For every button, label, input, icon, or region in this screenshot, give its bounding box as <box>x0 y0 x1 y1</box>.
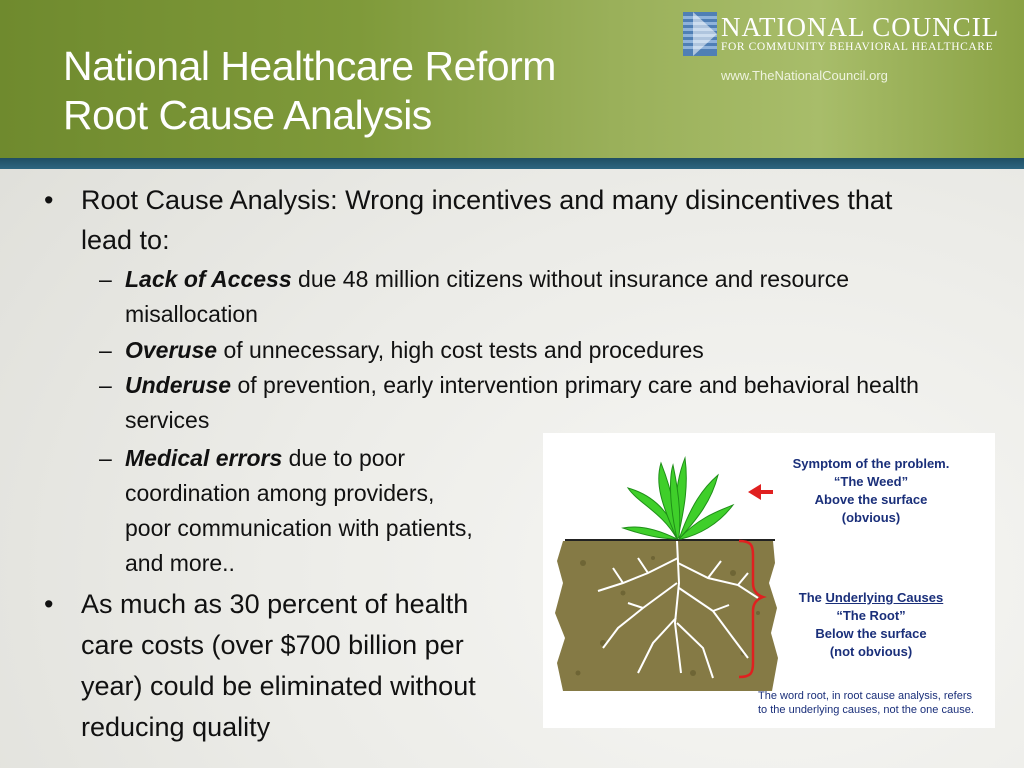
cause-underlined: Underlying Causes <box>825 590 944 605</box>
emphasis-term: Medical errors <box>125 445 283 471</box>
red-arrow <box>748 484 773 500</box>
symptom-label <box>771 455 971 527</box>
bullet-text: year) could be eliminated without <box>81 671 476 701</box>
symptom-weed: “The Weed” <box>833 474 909 489</box>
caption-line-1: The word root, in root cause analysis, refers <box>758 690 972 702</box>
cause-root: “The Root” <box>836 608 906 623</box>
dash-marker: – <box>99 372 112 398</box>
bullet-root-cause <box>44 180 994 260</box>
bullet-dot: • <box>44 185 54 215</box>
sub-bullet-access <box>99 262 979 332</box>
sub-bullet-text: and more.. <box>125 550 235 576</box>
national-council-logo <box>683 12 1003 72</box>
emphasis-term: Underuse <box>125 372 232 398</box>
sub-bullet-text: coordination among providers, <box>125 480 435 506</box>
underlying-cause-label <box>771 589 971 661</box>
bullet-text: lead to: <box>81 225 170 255</box>
bullet-text: care costs (over $700 billion per <box>81 630 464 660</box>
caption-line-2: to the underlying causes, not the one cause. <box>758 704 974 716</box>
sub-bullet-text: services <box>125 407 210 433</box>
bullet-text: Root Cause Analysis: Wrong incentives and many disincentives that <box>81 185 893 215</box>
header-rule <box>0 158 1024 169</box>
bullet-text: reducing quality <box>81 712 271 742</box>
bullet-text: As much as 30 percent of health <box>81 589 469 619</box>
cause-surface: Below the surface <box>815 626 927 641</box>
symptom-obvious: (obvious) <box>841 510 901 525</box>
symptom-surface: Above the surface <box>814 492 928 507</box>
sub-bullet-underuse <box>99 368 999 438</box>
figure-caption <box>758 689 990 717</box>
cause-not-obvious: (not obvious) <box>829 644 913 659</box>
sub-bullet-text: of prevention, early intervention primary care and behavioral health <box>231 372 919 398</box>
weed-leaves <box>623 458 733 539</box>
emphasis-term: Overuse <box>125 337 218 363</box>
sub-bullet-text: of unnecessary, high cost tests and procedures <box>217 337 704 363</box>
logo-mark-icon <box>683 12 717 56</box>
sub-bullet-overuse <box>99 333 979 368</box>
root-cause-weed-illustration <box>543 433 995 728</box>
sub-bullet-text: due 48 million citizens without insurance and resource <box>291 266 850 292</box>
website-url: www.TheNationalCouncil.org <box>721 68 888 83</box>
dash-marker: – <box>99 337 112 363</box>
symptom-heading: Symptom of the problem. <box>792 456 950 471</box>
slide-title <box>63 42 556 140</box>
sub-bullet-medical-errors <box>99 441 539 581</box>
logo-subtitle: FOR COMMUNITY BEHAVIORAL HEALTHCARE <box>721 41 994 53</box>
bullet-dot: • <box>44 589 54 619</box>
emphasis-term: Lack of Access <box>125 266 292 292</box>
bullet-cost-savings <box>44 584 514 749</box>
dash-marker: – <box>99 445 112 471</box>
sub-bullet-text: misallocation <box>125 301 258 327</box>
sub-bullet-text: due to poor <box>282 445 406 471</box>
cause-prefix: The <box>798 590 826 605</box>
logo-name: NATIONAL COUNCIL <box>721 12 1000 42</box>
dash-marker: – <box>99 266 112 292</box>
title-line-2: Root Cause Analysis <box>63 92 432 138</box>
title-line-1: National Healthcare Reform <box>63 43 556 89</box>
sub-bullet-text: poor communication with patients, <box>125 515 473 541</box>
